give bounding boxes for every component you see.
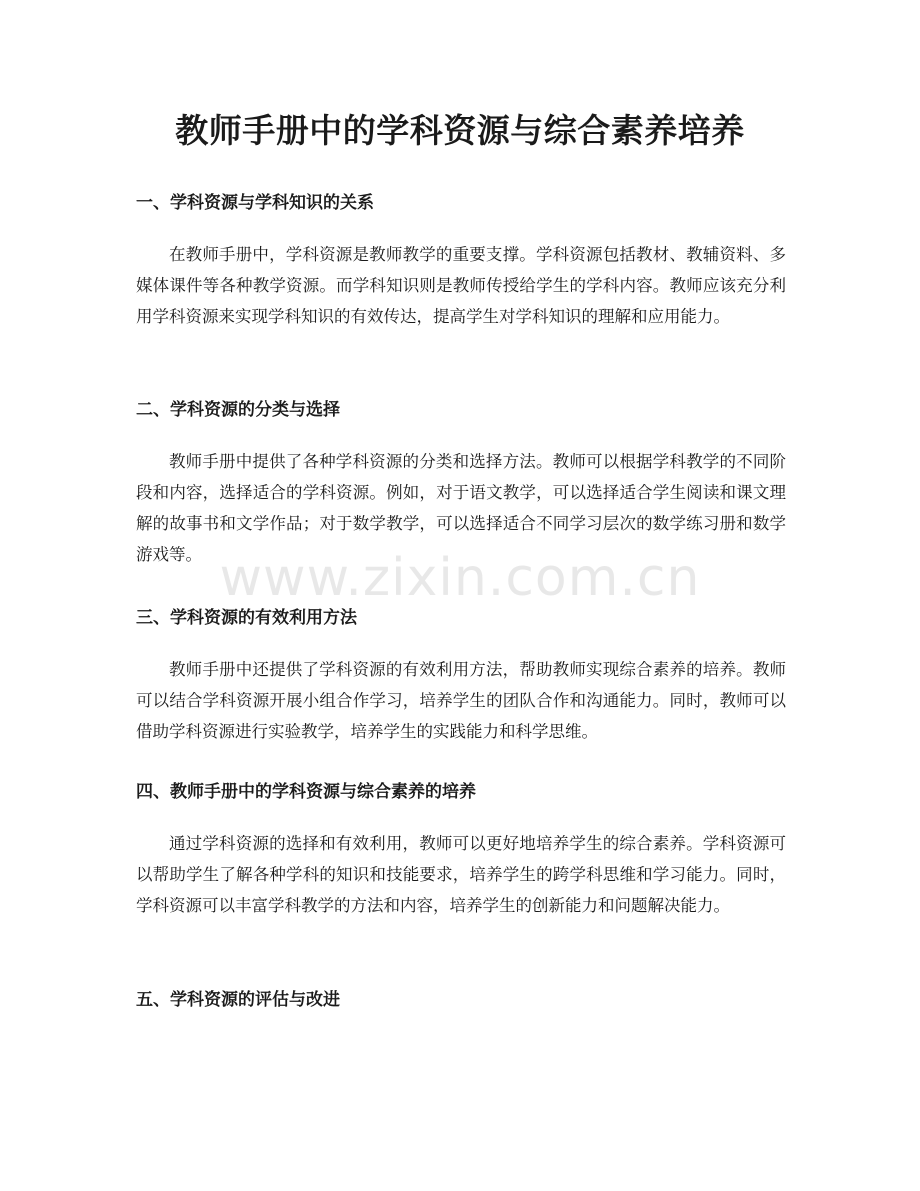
section-heading: 二、学科资源的分类与选择 bbox=[136, 400, 340, 420]
section-2 bbox=[136, 398, 786, 570]
section-heading: 三、学科资源的有效利用方法 bbox=[136, 608, 357, 628]
section-3 bbox=[136, 606, 786, 747]
watermark: www.zixin.com.cn bbox=[219, 548, 701, 608]
section-4 bbox=[136, 780, 786, 921]
section-paragraph: 通过学科资源的选择和有效利用，教师可以更好地培养学生的综合素养。学科资源可以帮助学生了解各种学科的知识和技能要求，培养学生的跨学科思维和学习能力。同时，学科资源可以丰富学科教学的方法和内容，培养学生的创新能力和问题解决能力。 bbox=[136, 834, 786, 915]
section-heading: 四、教师手册中的学科资源与综合素养的培养 bbox=[136, 782, 476, 802]
section-heading: 五、学科资源的评估与改进 bbox=[136, 990, 340, 1010]
section-1 bbox=[136, 191, 786, 332]
section-heading: 一、学科资源与学科知识的关系 bbox=[136, 193, 374, 213]
section-paragraph: 在教师手册中，学科资源是教师教学的重要支撑。学科资源包括教材、教辅资料、多媒体课件等各种教学资源。而学科知识则是教师传授给学生的学科内容。教师应该充分利用学科资源来实现学科知识的有效传达，提高学生对学科知识的理解和应用能力。 bbox=[136, 245, 786, 326]
section-5 bbox=[136, 988, 786, 1012]
section-paragraph: 教师手册中还提供了学科资源的有效利用方法，帮助教师实现综合素养的培养。教师可以结合学科资源开展小组合作学习，培养学生的团队合作和沟通能力。同时，教师可以借助学科资源进行实验教学，培养学生的实践能力和科学思维。 bbox=[136, 660, 786, 741]
document-title: 教师手册中的学科资源与综合素养培养 bbox=[175, 111, 745, 150]
section-paragraph: 教师手册中提供了各种学科资源的分类和选择方法。教师可以根据学科教学的不同阶段和内容，选择适合的学科资源。例如，对于语文教学，可以选择适合学生阅读和课文理解的故事书和文学作品；对于数学教学，可以选择适合不同学习层次的数学练习册和数学游戏等。 bbox=[136, 452, 786, 564]
